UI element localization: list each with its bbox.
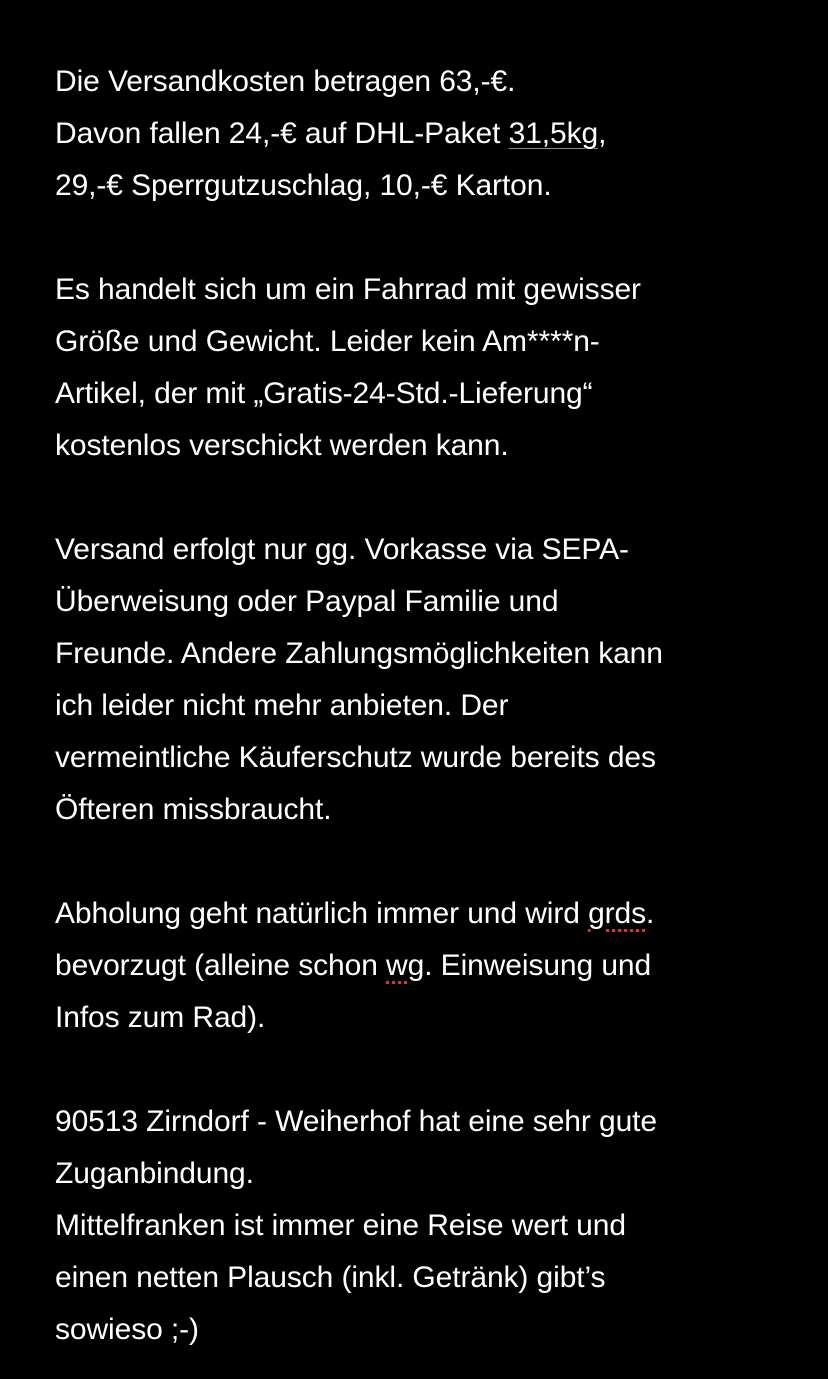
- text-segment: bevorzugt (alleine schon: [55, 949, 387, 982]
- text-line: Infos zum Rad).: [55, 1001, 266, 1034]
- text-line: Freunde. Andere Zahlungsmöglichkeiten kann: [55, 637, 663, 670]
- text-segment: ,: [598, 117, 607, 150]
- paragraph-gap: [55, 836, 795, 888]
- text-line: [55, 940, 795, 992]
- text-line: kostenlos verschickt werden kann.: [55, 429, 509, 462]
- text-line: [55, 888, 795, 940]
- text-line: Artikel, der mit „Gratis-24-Std.-Lieferung“: [55, 377, 593, 410]
- text-line: vermeintliche Käuferschutz wurde bereits des: [55, 741, 656, 774]
- text-segment: Abholung geht natürlich immer und wird: [55, 897, 589, 930]
- detected-measurement-link[interactable]: 31,5kg: [508, 117, 599, 150]
- text-line: sowieso ;-): [55, 1313, 199, 1346]
- misspelled-word[interactable]: wg: [386, 949, 425, 982]
- text-line: 90513 Zirndorf - Weiherhof hat eine sehr gute: [55, 1105, 657, 1138]
- text-line: Es handelt sich um ein Fahrrad mit gewisser: [55, 273, 641, 306]
- text-line: Öfteren missbraucht.: [55, 793, 332, 826]
- text-line: Mittelfranken ist immer eine Reise wert und: [55, 1209, 626, 1242]
- text-line: einen netten Plausch (inkl. Getränk) gibt’s: [55, 1261, 606, 1294]
- note-text-body[interactable]: [55, 56, 795, 1356]
- text-line: Größe und Gewicht. Leider kein Am****n-: [55, 325, 600, 358]
- text-segment: Davon fallen 24,-€ auf DHL-Paket: [55, 117, 509, 150]
- paragraph-gap: [55, 472, 795, 524]
- text-line: Versand erfolgt nur gg. Vorkasse via SEPA-: [55, 533, 629, 566]
- misspelled-word[interactable]: grds: [588, 897, 647, 930]
- paragraph-gap: [55, 1044, 795, 1096]
- text-line: ich leider nicht mehr anbieten. Der: [55, 689, 509, 722]
- text-segment: .: [646, 897, 655, 930]
- text-line: [55, 108, 795, 160]
- text-line: Die Versandkosten betragen 63,-€.: [55, 65, 516, 98]
- text-segment: . Einweisung und: [424, 949, 652, 982]
- text-line: 29,-€ Sperrgutzuschlag, 10,-€ Karton.: [55, 169, 552, 202]
- text-line: Überweisung oder Paypal Familie und: [55, 585, 559, 618]
- text-line: Zuganbindung.: [55, 1157, 254, 1190]
- paragraph-gap: [55, 212, 795, 264]
